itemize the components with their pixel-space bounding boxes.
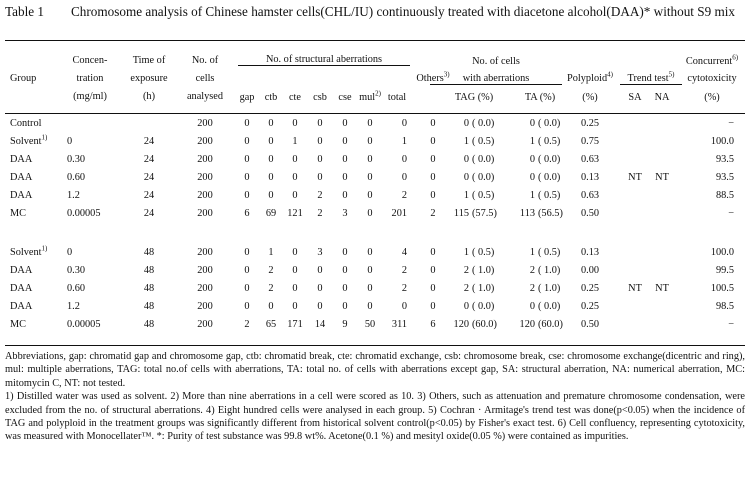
cell-cse: 0 (342, 136, 348, 147)
hdr-time-2: exposure (130, 73, 168, 84)
cell-group: DAA (10, 154, 33, 165)
cell-ta-p: ( 0.0) (538, 301, 561, 312)
cell-cells: 200 (197, 319, 213, 330)
hdr-ctb: ctb (264, 92, 278, 103)
hdr-aberr-2: with aberrations (462, 73, 530, 84)
cell-cse: 0 (342, 283, 348, 294)
cell-cyto: − (728, 208, 734, 219)
cell-ctb: 69 (265, 208, 277, 219)
cell-cse: 0 (342, 154, 348, 165)
cell-gap: 0 (244, 265, 250, 276)
cell-cte: 0 (292, 301, 298, 312)
cell-group: Control (10, 118, 42, 129)
hdr-sa: SA (628, 92, 642, 103)
cell-ctb: 0 (268, 136, 274, 147)
hdr-total: total (387, 92, 407, 103)
cell-mul: 0 (367, 118, 373, 129)
cell-total: 0 (401, 154, 407, 165)
cell-total: 2 (401, 265, 407, 276)
cell-cyto: 100.0 (710, 136, 734, 147)
cell-ta-n: 2 (529, 265, 535, 276)
cell-tag-n: 1 (463, 247, 469, 258)
header-rule (5, 113, 745, 114)
cell-tag-n: 115 (453, 208, 469, 219)
cell-csb: 2 (317, 208, 323, 219)
cell-tag-p: (57.5) (472, 208, 497, 219)
cell-cte: 0 (292, 283, 298, 294)
cell-ta-n: 113 (519, 208, 535, 219)
cell-ta-n: 1 (529, 247, 535, 258)
cell-group: Solvent$^{1)}$ (10, 244, 48, 258)
cell-total: 1 (401, 136, 407, 147)
cell-cells: 200 (197, 136, 213, 147)
cell-tag-n: 2 (463, 283, 469, 294)
cell-ta-n: 0 (529, 301, 535, 312)
cell-csb: 3 (317, 247, 323, 258)
cell-mul: 0 (367, 172, 373, 183)
cell-conc: 1.2 (67, 301, 80, 312)
cell-total: 4 (401, 247, 407, 258)
cell-na: NT (655, 283, 669, 294)
cell-tag-p: (60.0) (472, 319, 497, 330)
cell-cyto: 93.5 (715, 154, 734, 165)
cell-others: 2 (430, 208, 436, 219)
cell-ta-p: ( 0.5) (538, 247, 561, 258)
cell-na: NT (655, 172, 669, 183)
cell-ctb: 1 (268, 247, 274, 258)
cell-gap: 2 (244, 319, 250, 330)
hdr-polyploid-unit: (%) (582, 92, 598, 103)
cell-ctb: 0 (268, 154, 274, 165)
cell-mul: 0 (367, 136, 373, 147)
cell-cells: 200 (197, 154, 213, 165)
cell-total: 0 (401, 118, 407, 129)
cell-others: 6 (430, 319, 436, 330)
cell-tag-n: 1 (463, 136, 469, 147)
cell-mul: 50 (364, 319, 376, 330)
cell-poly: 0.63 (580, 154, 600, 165)
cell-ta-n: 2 (529, 283, 535, 294)
cell-cte: 0 (292, 190, 298, 201)
cell-tag-p: ( 0.5) (472, 247, 495, 258)
hdr-ta: TA (%) (524, 92, 556, 103)
cell-csb: 14 (314, 319, 326, 330)
cell-tag-p: ( 0.0) (472, 118, 495, 129)
hdr-aberr-1: No. of cells (472, 56, 520, 67)
footnote-abbreviations: Abbreviations, gap: chromatid gap and chromosome gap, ctb: chromatid break, cte: chromatid exchange, csb: chromosome break, cse: chromosome exchange(dicentric and ring), mul: multiple aberrations, TAG: total no.of cells with aberrations, TA: total no. of cells with aberrations except gap, SA: structural aberration, NA: numerical aberration, MC: mitomycin C, NT: not tested. (5, 351, 745, 389)
cell-poly: 0.75 (580, 136, 600, 147)
hdr-cyto-2: cytotoxicity (687, 73, 737, 84)
footnote-notes: 1) Distilled water was used as solvent. 2) More than nine aberrations in a cell were scored as 10. 3) Others, such as attenuation and premature chromosome condensation, were excluded from the no. of structural aberrations. 4) Eight hundred cells were analysed in each group. 5) Cochran · Armitage's trend test was done(p<0.05) when the incidence of TAG and polyploid in the treatment groups was significantly different from historical solvent control(p<0.05) by Fisher's exact test. 6) Cell confluency, representing cytotoxicity, was measured with Monocellater™. *: Purity of test substance was 99.8 wt%. Acetone(0.1 %) and mesityl oxide(0.05 %) were contained as impurities. (5, 391, 745, 443)
cell-ctb: 0 (268, 190, 274, 201)
cell-tag-p: ( 0.5) (472, 190, 495, 201)
cell-group: MC (10, 319, 27, 330)
cell-cells: 200 (197, 172, 213, 183)
cell-cyto: 88.5 (715, 190, 734, 201)
cell-ta-n: 0 (529, 154, 535, 165)
cell-gap: 0 (244, 301, 250, 312)
cell-ta-p: ( 0.5) (538, 190, 561, 201)
cell-cse: 0 (342, 247, 348, 258)
cell-gap: 0 (244, 136, 250, 147)
cell-poly: 0.25 (580, 301, 600, 312)
cell-cells: 200 (197, 190, 213, 201)
cell-tag-p: ( 0.0) (472, 301, 495, 312)
cell-cse: 0 (342, 265, 348, 276)
cell-cyto: 100.0 (710, 247, 734, 258)
cell-total: 201 (391, 208, 407, 219)
hdr-csb: csb (313, 92, 327, 103)
cell-ta-p: ( 1.0) (538, 265, 561, 276)
cell-gap: 0 (244, 172, 250, 183)
hdr-tag: TAG (%) (454, 92, 494, 103)
cell-others: 0 (430, 301, 436, 312)
hdr-polyploid: Polyploid$^{4)}$ (567, 70, 613, 84)
cell-cse: 3 (342, 208, 348, 219)
table-title: Chromosome analysis of Chinese hamster cells(CHL/IU) continuously treated with diacetone alcohol(DAA)* without S9 mix (71, 4, 736, 19)
cell-tag-n: 0 (463, 301, 469, 312)
cell-mul: 0 (367, 154, 373, 165)
cell-cte: 0 (292, 154, 298, 165)
cell-cte: 121 (287, 208, 303, 219)
cell-ctb: 0 (268, 172, 274, 183)
cell-ta-p: ( 0.0) (538, 154, 561, 165)
cell-cse: 9 (342, 319, 348, 330)
cell-group: DAA (10, 301, 33, 312)
cell-tag-n: 1 (463, 190, 469, 201)
cell-cyto: − (728, 118, 734, 129)
cell-cyto: 98.5 (715, 301, 734, 312)
cell-total: 311 (391, 319, 407, 330)
cell-csb: 0 (317, 283, 323, 294)
cell-gap: 0 (244, 154, 250, 165)
hdr-conc-1: Concen- (72, 55, 108, 66)
cell-total: 0 (401, 172, 407, 183)
cell-conc: 0.30 (67, 154, 86, 165)
cell-conc: 0.00005 (67, 208, 101, 219)
top-rule (5, 40, 745, 41)
cell-cte: 1 (292, 136, 298, 147)
cell-ctb: 2 (268, 265, 274, 276)
cell-cte: 0 (292, 118, 298, 129)
hdr-gap: gap (239, 92, 255, 103)
cell-gap: 0 (244, 247, 250, 258)
cell-group: MC (10, 208, 27, 219)
cell-ctb: 65 (265, 319, 277, 330)
hdr-conc-3: (mg/ml) (73, 91, 107, 102)
cell-gap: 0 (244, 283, 250, 294)
cell-others: 0 (430, 265, 436, 276)
hdr-cyto-3: (%) (704, 92, 720, 103)
cell-time: 24 (143, 190, 155, 201)
cell-ta-p: ( 1.0) (538, 283, 561, 294)
cell-time: 48 (143, 247, 155, 258)
hdr-struct-span: No. of structural aberrations (265, 54, 383, 65)
cell-poly: 0.13 (580, 172, 600, 183)
cell-csb: 0 (317, 172, 323, 183)
cell-csb: 0 (317, 136, 323, 147)
cell-ta-p: (56.5) (538, 208, 563, 219)
cell-gap: 6 (244, 208, 250, 219)
cell-tag-n: 2 (463, 265, 469, 276)
cell-cse: 0 (342, 172, 348, 183)
cell-group: DAA (10, 283, 33, 294)
cell-poly: 0.25 (580, 118, 600, 129)
cell-conc: 1.2 (67, 190, 80, 201)
hdr-cyto-1: Concurrent$^{6)}$ (685, 53, 739, 67)
cell-ta-p: ( 0.0) (538, 118, 561, 129)
cell-time: 48 (143, 301, 155, 312)
cell-sa: NT (628, 283, 642, 294)
cell-time: 24 (143, 172, 155, 183)
cell-ctb: 0 (268, 301, 274, 312)
hdr-trend: Trend test$^{5)}$ (627, 70, 675, 84)
cell-ta-p: ( 0.0) (538, 172, 561, 183)
cell-cse: 0 (342, 301, 348, 312)
cell-tag-n: 0 (463, 172, 469, 183)
cell-cells: 200 (197, 208, 213, 219)
hdr-cte: cte (288, 92, 302, 103)
cell-cte: 171 (287, 319, 303, 330)
cell-poly: 0.00 (580, 265, 600, 276)
cell-cyto: 100.5 (710, 283, 734, 294)
cell-group: Solvent$^{1)}$ (10, 133, 48, 147)
cell-cse: 0 (342, 190, 348, 201)
hdr-na: NA (654, 92, 670, 103)
cell-csb: 0 (317, 301, 323, 312)
cell-conc: 0.00005 (67, 319, 101, 330)
cell-total: 2 (401, 283, 407, 294)
cell-ta-n: 120 (519, 319, 535, 330)
cell-cse: 0 (342, 118, 348, 129)
cell-time: 24 (143, 136, 155, 147)
cell-group: DAA (10, 265, 33, 276)
cell-tag-n: 0 (463, 154, 469, 165)
cell-csb: 0 (317, 265, 323, 276)
cell-csb: 2 (317, 190, 323, 201)
cell-total: 0 (401, 301, 407, 312)
cell-cyto: 99.5 (715, 265, 734, 276)
cell-ta-p: (60.0) (538, 319, 563, 330)
cell-time: 24 (143, 208, 155, 219)
hdr-conc-2: tration (76, 73, 104, 84)
cell-mul: 0 (367, 301, 373, 312)
cell-cte: 0 (292, 265, 298, 276)
cell-total: 2 (401, 190, 407, 201)
cell-time: 48 (143, 265, 155, 276)
hdr-time-1: Time of (132, 55, 166, 66)
cell-cells: 200 (197, 118, 213, 129)
cell-cells: 200 (197, 301, 213, 312)
cell-mul: 0 (367, 190, 373, 201)
cell-cells: 200 (197, 247, 213, 258)
cell-cyto: − (728, 319, 734, 330)
cell-time: 48 (143, 319, 155, 330)
cell-poly: 0.50 (580, 208, 600, 219)
cell-conc: 0 (67, 247, 73, 258)
cell-gap: 0 (244, 190, 250, 201)
hdr-others: Others$^{3)}$ (416, 70, 450, 84)
footnotes (5, 350, 745, 444)
cell-mul: 0 (367, 247, 373, 258)
cell-group: DAA (10, 190, 33, 201)
cell-conc: 0.60 (67, 283, 86, 294)
cell-time: 24 (143, 154, 155, 165)
cell-others: 0 (430, 172, 436, 183)
cell-others: 0 (430, 136, 436, 147)
hdr-group: Group (10, 73, 37, 84)
cell-cells: 200 (197, 283, 213, 294)
cell-others: 0 (430, 283, 436, 294)
cell-others: 0 (430, 190, 436, 201)
cell-conc: 0 (67, 136, 73, 147)
hdr-time-3: (h) (142, 91, 156, 102)
cell-ta-n: 1 (529, 136, 535, 147)
cell-ctb: 2 (268, 283, 274, 294)
cell-others: 0 (430, 154, 436, 165)
cell-tag-p: ( 0.5) (472, 136, 495, 147)
cell-cyto: 93.5 (715, 172, 734, 183)
cell-ta-p: ( 0.5) (538, 136, 561, 147)
cell-ta-n: 0 (529, 118, 535, 129)
hdr-cells-1: No. of (191, 55, 219, 66)
cell-csb: 0 (317, 118, 323, 129)
cell-others: 0 (430, 118, 436, 129)
cell-others: 0 (430, 247, 436, 258)
cell-csb: 0 (317, 154, 323, 165)
cell-poly: 0.63 (580, 190, 600, 201)
cell-tag-p: ( 0.0) (472, 154, 495, 165)
cell-poly: 0.13 (580, 247, 600, 258)
hdr-mul: mul$^{2)}$ (359, 89, 381, 103)
cell-cells: 200 (197, 265, 213, 276)
table-label: Table 1 (5, 4, 44, 19)
cell-ta-n: 0 (529, 172, 535, 183)
hdr-cells-3: analysed (186, 91, 224, 102)
cell-mul: 0 (367, 208, 373, 219)
cell-group: DAA (10, 172, 33, 183)
cell-tag-p: ( 1.0) (472, 283, 495, 294)
hdr-cse: cse (338, 92, 352, 103)
cell-cte: 0 (292, 172, 298, 183)
cell-tag-n: 120 (453, 319, 469, 330)
cell-ta-n: 1 (529, 190, 535, 201)
hdr-cells-2: cells (195, 73, 215, 84)
cell-gap: 0 (244, 118, 250, 129)
cell-time: 48 (143, 283, 155, 294)
bottom-rule (5, 345, 745, 346)
cell-mul: 0 (367, 265, 373, 276)
cell-conc: 0.30 (67, 265, 86, 276)
cell-poly: 0.25 (580, 283, 600, 294)
cell-poly: 0.50 (580, 319, 600, 330)
cell-sa: NT (628, 172, 642, 183)
cell-tag-p: ( 1.0) (472, 265, 495, 276)
cell-mul: 0 (367, 283, 373, 294)
cell-tag-n: 0 (463, 118, 469, 129)
cell-cte: 0 (292, 247, 298, 258)
cell-conc: 0.60 (67, 172, 86, 183)
cell-tag-p: ( 0.0) (472, 172, 495, 183)
cell-ctb: 0 (268, 118, 274, 129)
